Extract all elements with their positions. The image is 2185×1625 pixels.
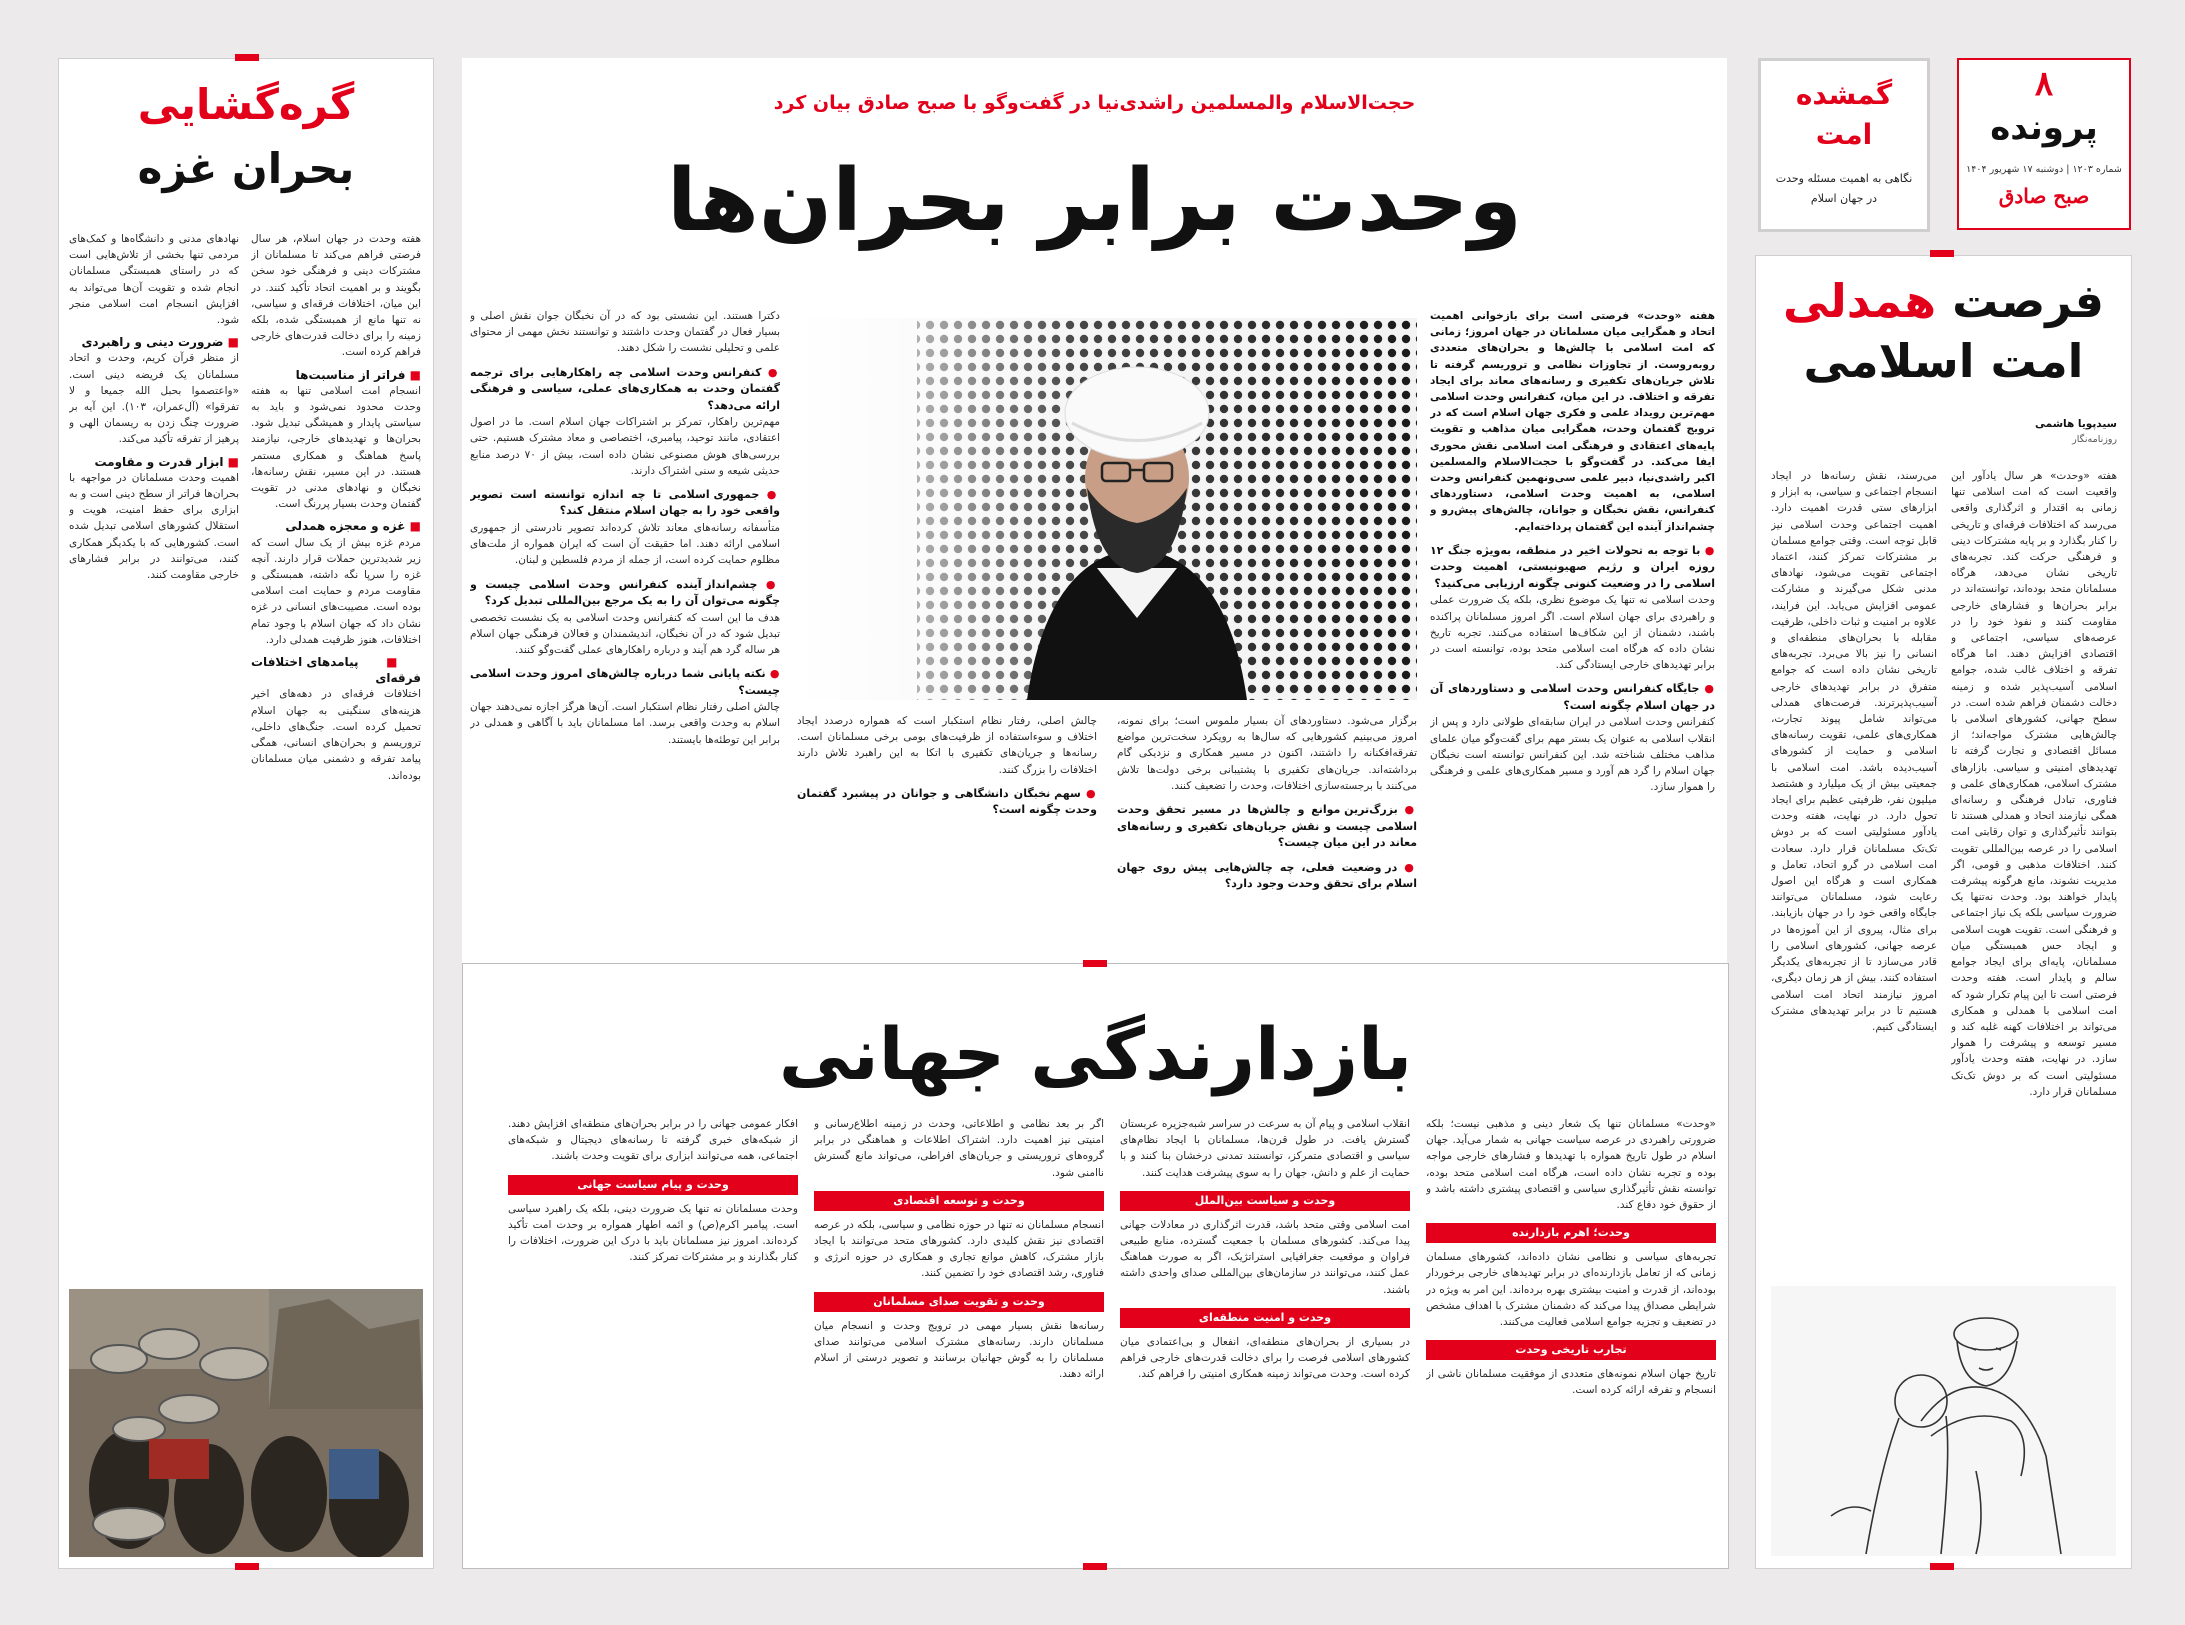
caption-question — [797, 786, 1097, 819]
left-panel-top-tick — [235, 54, 259, 61]
right-article-title-line2: امت اسلامی — [1803, 334, 2084, 388]
question-bullet: ● — [1699, 682, 1715, 696]
interview-headline: وحدت برابر بحران‌ها — [666, 151, 1523, 251]
gaza-subhead-1 — [251, 367, 421, 383]
right-panel-bottom-tick — [1930, 1563, 1954, 1570]
left-question-4 — [470, 666, 780, 699]
question-bullet: ● — [759, 487, 780, 501]
interview-panel — [462, 58, 1727, 963]
author-name: سیدپویا هاشمی — [2035, 418, 2117, 430]
right-article-panel — [1755, 255, 2132, 1569]
question-1-text: با توجه به تحولات اخیر در منطقه، به‌ویژه جنگ ۱۲ روزه ایران و رژیم صهیونیستی، اهمیت وحدت اسلامی را در وضعیت کنونی چگونه ارزیابی می‌کنید؟ — [1430, 543, 1715, 590]
interview-left-column — [470, 308, 780, 958]
embrace-illustration — [1771, 1286, 2116, 1556]
feature-box-desc: نگاهی به اهمیت مسئله وحدت در جهان اسلام — [1775, 172, 1913, 205]
gaza-left-body-1: از منظر قرآن کریم، وحدت و اتحاد مسلمانان یک فریضه دینی است. «واعتصموا بحبل الله جمیعا و لا تفرقوا» (آل‌عمران، ۱۰۳). این آیه بر ضرورت چنگ زدن به ریسمان الهی و پرهیز از تفرقه تأکید می‌کند. — [69, 352, 239, 446]
gaza-body-1: انسجام امت اسلامی تنها به هفته وحدت محدود نمی‌شود و باید به سیاستی پایدار و همیشگی تبدیل شود. بحران‌ها و تهدیدهای خارجی، نیازمند پاسخ هماهنگ و همکاری مستمر هستند. در این مسیر، نقش رسانه‌ها، نخبگان و نهادهای مدنی در تقویت گفتمان وحدت بسیار پررنگ است. — [251, 384, 421, 511]
question-2-text: جایگاه کنفرانس وحدت اسلامی و دستاوردهای آن در جهان اسلام چگونه است؟ — [1430, 682, 1715, 712]
newspaper-logo: صبح صادق — [1998, 184, 2090, 208]
deterrence-col-3 — [814, 1116, 1104, 1561]
right-article-col1: هفته «وحدت» هر سال یادآور این واقعیت است که امت اسلامی تنها زمانی به اقتدار و اثرگذاری واقعی می‌رسد که اختلافات فرقه‌ای و تاریخی را کنار بگذارد و بر پایه مشترکات دینی و فرهنگی حرکت کند. تجربه‌های تاریخی نشان می‌دهد، هرگاه مسلمانان متحد بوده‌اند، توانسته‌اند در برابر بحران‌ها و فشارهای خارجی مقاومت کنند و نفوذ خود را در عرصه‌های سیاسی، اجتماعی و اقتصادی افزایش دهند. اما هرگاه تفرقه و اختلاف غالب شده، جوامع اسلامی آسیب‌پذیر شده و زمینه دخالت دشمنان فراهم شده است. در سطح جهانی، کشورهای اسلامی با چالش‌هایی مشترک مواجه‌اند؛ از مسائل اقتصادی و تجارت گرفته تا تهدیدهای امنیتی و سیاسی. بازارهای مشترک اسلامی، همکاری‌های علمی و فناوری، تبادل فرهنگی و رسانه‌ای همگی نیازمند اتحاد و همدلی هستند تا بتوانند تأثیرگذاری و توان رقابتی امت اسلامی را در عرصه بین‌المللی تقویت کنند. اختلافات مذهبی و قومی، اگر مدیریت نشوند، مانع هرگونه پیشرفت پایدار خواهند بود. وحدت نه‌تنها یک ضرورت سیاسی بلکه یک نیاز اجتماعی و فرهنگی است. تقویت هویت اسلامی و ایجاد حس همبستگی میان مسلمانان، پایه‌ای برای ایجاد جوامع سالم و پایدار است. هفته وحدت فرصتی است تا این پیام تکرار شود که امت اسلامی با همدلی و همکاری می‌تواند بر اختلافات کهنه غلبه کند و مسیر توسعه و پیشرفت را هموار سازد. در نهایت، هفته وحدت یادآور مسئولیتی است که بر دوش تک‌تک مسلمانان قرار دارد. — [1951, 470, 2117, 1098]
gaza-subhead-3 — [251, 654, 421, 686]
left-answer-4: هدف ما این است که کنفرانس وحدت اسلامی به یک نشست تخصصی تبدیل شود که در آن نخبگان، اندیشمندان و فعالان فرهنگی جهان اسلام هر ساله گرد هم آیند و درباره راهکارهای عملی گفت‌وگو کنند. — [470, 611, 780, 656]
left-question-3-text: چشم‌انداز آینده کنفرانس وحدت اسلامی چیست و چگونه می‌توان آن را به یک مرجع بین‌المللی تبدیل کرد؟ — [470, 577, 780, 608]
masthead-logo-box — [1957, 58, 2131, 230]
caption-question-text: سهم نخبگان دانشگاهی و جوانان در پیشبرد گفتمان وحدت چگونه است؟ — [797, 786, 1097, 817]
center-bottom-tick — [1083, 1563, 1107, 1570]
interview-middle-column-b — [797, 713, 1097, 953]
deterrence-headline: بازدارندگی جهانی — [778, 1012, 1413, 1096]
feature-box[interactable] — [1758, 58, 1930, 232]
question-1 — [1430, 543, 1715, 593]
interview-kicker: حجت‌الاسلام والمسلمین راشدی‌نیا در گفت‌وگو با صبح صادق بیان کرد — [773, 92, 1416, 114]
interview-middle-column-a — [1117, 713, 1417, 953]
left-question-2 — [470, 487, 780, 520]
question-2 — [1430, 681, 1715, 714]
subhead-bullet: ■ — [405, 519, 421, 534]
gaza-panel — [58, 58, 434, 1569]
question-bullet: ● — [1080, 786, 1097, 800]
right-article-title-line1 — [1756, 271, 2131, 331]
page-number: ۸ — [2034, 64, 2054, 104]
deterrence-col-1 — [1426, 1116, 1716, 1561]
question-bullet: ● — [1700, 543, 1715, 557]
right-article-title-word: فرصت — [1952, 274, 2105, 328]
question-4 — [1117, 860, 1417, 893]
question-3-text: بزرگ‌ترین موانع و چالش‌ها در مسیر تحقق وحدت اسلامی چیست و نقش جریان‌های تکفیری و رسانه‌های معاند در این میان چیست؟ — [1117, 803, 1417, 850]
deterrence-col-2-body: امت اسلامی وقتی متحد باشد، قدرت اثرگذاری در معادلات جهانی پیدا می‌کند. کشورهای مسلمان با جمعیت گسترده، منابع طبیعی فراوان و موقعیت جغرافیایی استراتژیک، اگر به صورت هماهنگ عمل کنند، می‌توانند در سازمان‌های بین‌المللی صدای واحدی داشته باشند. — [1120, 1218, 1410, 1296]
deterrence-col-3-heading: وحدت و توسعه اقتصادی — [814, 1191, 1104, 1211]
gaza-intro: هفته وحدت در جهان اسلام، هر سال فرصتی فراهم می‌کند تا مسلمانان از مشترکات دینی و فرهنگی خود سخن بگویند و بر اهمیت اتحاد تأکید کنند. در این میان، اختلافات فرقه‌ای و سیاسی، نه تنها مانع از همبستگی شده، بلکه زمینه را برای دخالت قدرت‌های خارجی فراهم کرده است. — [251, 233, 421, 359]
deterrence-col-1-text: «وحدت» مسلمانان تنها یک شعار دینی و مذهبی نیست؛ بلکه ضرورتی راهبردی در عرصه سیاست جهانی به شمار می‌آید. جهان اسلام در طول تاریخ همواره با تهدیدها و فشارهای خارجی مواجه بوده و تجربه نشان داده است، هرگاه امت اسلامی متحد بوده، توانسته نقش تأثیرگذاری سیاسی و اقتصادی پیشتری داشته باشد و از حقوق خود دفاع کند. — [1426, 1118, 1716, 1212]
gaza-subhead-3-text: پیامدهای اختلافات فرقه‌ای — [251, 655, 421, 686]
gaza-subhead-2 — [251, 518, 421, 534]
left-answer-1: دکترا هستند. این نشستی بود که در آن نخبگان جوان نقش اصلی و بسیار فعال در گفتمان وحدت داشتند و توانستند نخش مهمی از محتوای علمی و تحلیلی نشست را شکل دهند. — [470, 310, 780, 355]
subhead-bullet: ■ — [405, 367, 421, 382]
left-answer-5: چالش اصلی رفتار نظام استکبار است. آن‌ها هرگز اجازه نمی‌دهند جهان اسلام به وحدت واقعی برسد. اما مسلمانان باید با آگاهی و همدلی در برابر این توطئه‌ها بایستند. — [470, 701, 780, 746]
answer-3: برگزار می‌شود. دستاوردهای آن بسیار ملموس است؛ برای نمونه، امروز می‌بینیم کشورهایی که سال‌ها به رویکرد سخت‌ترین مواضع تفرقه‌افکنانه را داشتند، اکنون در مسیر همکاری و نزدیکی گام برداشته‌اند. جریان‌های تکفیری با پشتیبانی برخی دولت‌ها تلاش می‌کنند با برجسته‌سازی اختلافات، وحدت را تضعیف کنند. — [1117, 715, 1417, 792]
deterrence-col-4-heading: وحدت و پیام سیاست جهانی — [508, 1175, 798, 1195]
deterrence-col-3-body-2: رسانه‌ها نقش بسیار مهمی در ترویج وحدت و انسجام میان مسلمانان دارند. رسانه‌های مشترک اسلامی می‌توانند صدای مسلمانان را به گوش جهانیان برسانند و تصویر درستی از اسلام ارائه دهند. — [814, 1319, 1104, 1381]
question-bullet: ● — [761, 365, 780, 379]
interview-lead: هفته «وحدت» فرصتی است برای بازخوانی اهمیت اتحاد و همگرایی میان مسلمانان در جهان امروز؛ زمانی که امت اسلامی با چالش‌ها و بحران‌های متعددی روبه‌روست. از تجاوزات نظامی و تروریسم گرفته تا تلاش جریان‌های تکفیری و رسانه‌های معاند برای ایجاد تفرقه و اختلاف. در این میان، کنفرانس وحدت اسلامی مهم‌ترین رویداد علمی و فکری جهان اسلام است که در ترویج گفتمان وحدت، همگرایی میان مذاهب و تقویت پایه‌های اعتقادی و فرهنگی امت اسلامی نقش محوری ایفا می‌کند. در گفت‌وگو با حجت‌الاسلام والمسلمین اکبر راشدی‌نیا، دبیر علمی سی‌ونهمین کنفرانس وحدت اسلامی، به اهمیت وحدت اسلامی، دستاوردهای کنفرانس، نقش نخبگان و جوانان، چالش‌های پیش‌رو و چشم‌انداز آینده این گفتمان پرداخته‌ایم. — [1430, 310, 1715, 533]
gaza-title-1: گره‌گشایی — [137, 80, 355, 129]
deterrence-col-1-heading-2: تجارب تاریخی وحدت — [1426, 1340, 1716, 1360]
right-panel-top-tick — [1930, 250, 1954, 257]
gaza-col-right — [251, 231, 421, 1321]
gaza-title-2: بحران غزه — [137, 144, 355, 193]
question-bullet: ● — [1397, 860, 1417, 874]
interviewee-photo — [797, 318, 1417, 700]
gaza-body-2: مردم غزه بیش از یک سال است که زیر شدیدترین حملات قرار دارند. آنچه غزه را سرپا نگه داشته، همبستگی و مقاومت مردم و حمایت امت اسلامی بوده است. مصیبت‌های انسانی در غزه نشان داد که جهان اسلام با وجود تمام اختلافات، هنوز ظرفیت همدلی دارد. — [251, 536, 421, 646]
gaza-subhead-1-text: فراتر از مناسبت‌ها — [295, 367, 406, 382]
left-answer-2: مهم‌ترین راهکار، تمرکز بر اشتراکات جهان اسلام است. ما در اصول اعتقادی، مانند توحید، پیامبری، اختصاصی و معاد مشترک هستیم. حتی بررسی‌های هوش مصنوعی نشان داده است، بیش از ۷۰ درصد منابع حدیثی شیعه و سنی اشتراک دارند. — [470, 416, 780, 477]
left-question-2-text: جمهوری اسلامی تا چه اندازه توانسته است تصویر واقعی خود را به جهان اسلام منتقل کند؟ — [470, 487, 780, 518]
deterrence-col-3-heading-2: وحدت و تقویت صدای مسلمانان — [814, 1292, 1104, 1312]
deterrence-col-3-body: انسجام مسلمانان نه تنها در حوزه نظامی و سیاسی، بلکه در عرصه اقتصادی نیز نقش کلیدی دارد. کشورهای متحد می‌توانند با ایجاد بازار مشترک، کاهش موانع تجاری و همکاری در حوزه انرژی و فناوری، رشد اقتصادی خود را تضمین کنند. — [814, 1218, 1104, 1280]
deterrence-col-2-body-2: در بسیاری از بحران‌های منطقه‌ای، انفعال و بی‌اعتمادی میان کشورهای اسلامی فرصت را برای دخالت قدرت‌های خارجی فراهم کرده است. وحدت می‌تواند زمینه همکاری امنیتی را فراهم کند. — [1120, 1335, 1410, 1381]
left-question-1 — [470, 365, 780, 415]
deterrence-col-4 — [508, 1116, 798, 1561]
right-article-title-red: همدلی — [1782, 274, 1937, 328]
deterrence-col-1-body-2: تاریخ جهان اسلام نمونه‌های متعددی از موفقیت مسلمانان ناشی از انسجام و تفرقه ارائه کرده است. — [1426, 1368, 1716, 1397]
subhead-bullet: ■ — [358, 655, 421, 670]
gaza-left-subhead-1-text: ضرورت دینی و راهبردی — [81, 335, 224, 350]
center-mid-tick — [1083, 960, 1107, 967]
gaza-subhead-2-text: غزه و معجزه همدلی — [285, 519, 406, 534]
left-question-1-text: کنفرانس وحدت اسلامی چه راهکارهایی برای ترجمه گفتمان وحدت به همکاری‌های عملی، سیاسی و فرهنگی ارائه می‌دهد؟ — [470, 365, 780, 412]
question-3 — [1117, 802, 1417, 852]
left-question-3 — [470, 577, 780, 610]
question-bullet: ● — [757, 577, 780, 591]
subhead-bullet: ■ — [223, 335, 239, 350]
deterrence-col-1-body: تجربه‌های سیاسی و نظامی نشان داده‌اند، کشورهای مسلمان زمانی که از تعامل بازدارنده‌ای در برابر تهدیدهای خارجی برخوردار بوده‌اند، از قدرت و امنیت بیشتری بهره برده‌اند. این امر به ویژه در شرایطی مصداق پیدا می‌کند که دشمنان مشترک با اهداف مشخص در تضعیف و تجزیه جوامع اسلامی فعالیت می‌کنند. — [1426, 1251, 1716, 1329]
answer-2: کنفرانس وحدت اسلامی در ایران سابقه‌ای طولانی دارد و پس از انقلاب اسلامی به عنوان یک بستر مهم برای گفت‌وگو میان علمای مذاهب مختلف شناخته شد. این کنفرانس توانسته است نخبگان جهان اسلام را گرد هم آورد و مسیر همکاری‌های علمی و فرهنگی را هموار سازد. — [1430, 716, 1715, 794]
answer-1: وحدت اسلامی نه تنها یک موضوع نظری، بلکه یک ضرورت عملی و راهبردی برای جهان اسلام است. اگر امروز مسلمانان پراکنده باشند، دشمنان از این شکاف‌ها استفاده می‌کنند. تجربه تاریخ نشان داده که هرگاه امت اسلامی متحد بوده، توانسته است در برابر تهدیدهای خارجی ایستادگی کند. — [1430, 594, 1715, 672]
gaza-photo — [69, 1289, 423, 1557]
gaza-left-intro: نهادهای مدنی و دانشگاه‌ها و کمک‌های مردمی تنها بخشی از تلاش‌هایی است که در راستای همبستگی مسلمانان انجام شده و تقویت آن‌ها می‌تواند به افزایش انسجام امت اسلامی منجر شود. — [69, 233, 239, 327]
author-role: روزنامه‌نگار — [2072, 434, 2117, 445]
deterrence-col-4-text: افکار عمومی جهانی را در برابر بحران‌های منطقه‌ای افزایش دهند. از شبکه‌های خبری گرفته تا رسانه‌های دیجیتال و شبکه‌های اجتماعی، همه می‌توانند ابزاری برای تقویت وحدت باشند. — [508, 1118, 798, 1163]
subhead-bullet: ■ — [223, 454, 239, 469]
gaza-left-subhead-1 — [69, 334, 239, 350]
right-article-col2: می‌رسند، نقش رسانه‌ها در ایجاد انسجام اجتماعی و سیاسی، به ابزار و ابزارهای ستی قدرت اهمیت دارد. اهمیت اجتماعی وحدت اسلامی نیز قابل توجه است. وقتی جوامع مسلمان بر مشترکات تمرکز کنند، اعتماد اجتماعی تقویت می‌شود، نهادهای مدنی شکل می‌گیرند و مشارکت عمومی افزایش می‌یابد. این فرایند، علاوه بر امنیت و ثبات داخلی، ظرفیت مقابله با بحران‌های منطقه‌ای و انسانی را نیز بالا می‌برد. تجربه‌های تاریخی نشان داده است که جوامع متفرق در برابر تهدیدهای خارجی آسیب‌پذیرترند. فرصت‌های همدلی می‌تواند شامل پیوند تجارت، همکاری‌های علمی، تقویت رسانه‌های اسلامی و حمایت از کشورهای آسیب‌دیده باشد. امت اسلامی با جمعیتی بیش از یک میلیارد و هشتصد میلیون نفر، ظرفیتی عظیم برای ایجاد تحول دارد. در نهایت، هفته وحدت یادآور مسئولیتی است که بر دوش تک‌تک مسلمانان قرار دارد. سعادت امت اسلامی در گرو اتحاد، تعامل و همکاری است و هرگاه این اصول رعایت شود، مسلمانان می‌توانند جایگاه واقعی خود را در جهان بازیابند. برای مثال، پیروی از این آموزه‌ها در عرصه جهانی، کشورهای اسلامی را قادر می‌سازد تا از تجربه‌های یکدیگر استفاده کنند. بیش از هر زمان دیگری، امروز نیازمند اتحاد امت اسلامی هستیم تا در برابر تهدیدهای مشترک ایستادگی کنیم. — [1771, 470, 1937, 1033]
left-question-4-text: نکته پایانی شما درباره چالش‌های امروز وحدت اسلامی چیست؟ — [470, 667, 780, 697]
gaza-left-subhead-2-text: ابزار قدرت و مقاومت — [94, 454, 224, 469]
gaza-left-subhead-2 — [69, 454, 239, 470]
deterrence-col-2 — [1120, 1116, 1410, 1561]
deterrence-col-2-heading-2: وحدت و امنیت منطقه‌ای — [1120, 1308, 1410, 1328]
left-panel-bottom-tick — [235, 1563, 259, 1570]
feature-box-title: گمشده امت — [1795, 78, 1893, 151]
question-bullet: ● — [1397, 803, 1417, 817]
deterrence-col-2-heading: وحدت و سیاست بین‌الملل — [1120, 1191, 1410, 1211]
interview-right-column — [1430, 308, 1715, 958]
left-answer-3: متأسفانه رسانه‌های معاند تلاش کرده‌اند تصویر نادرستی از جمهوری اسلامی ارائه دهند. اما حقیقت آن است که ایران همواره از ملت‌های مظلوم حمایت کرده است، از جمله از مردم فلسطین و لبنان. — [470, 521, 780, 567]
global-deterrence-panel — [462, 963, 1729, 1569]
gaza-col-left — [69, 231, 239, 1321]
gaza-body-3: اختلافات فرقه‌ای در دهه‌های اخیر هزینه‌های سنگینی به جهان اسلام تحمیل کرده است. جنگ‌های داخلی، تروریسم و بحران‌های انسانی، همگی پیامد تفرقه و دشمنی میان مسلمانان بوده‌اند. — [251, 688, 421, 782]
deterrence-col-3-text: اگر بر بعد نظامی و اطلاعاتی، وحدت در زمینه اطلاع‌رسانی و امنیتی نیز اهمیت دارد. اشتراک اطلاعات و هماهنگی در برابر گروه‌های تروریستی و جریان‌های افراطی، می‌تواند مانع گسترش ناامنی شود. — [814, 1118, 1104, 1179]
gaza-left-body-2: اهمیت وحدت مسلمانان در مواجهه با بحران‌ها فراتر از سطح دینی است و به ابزاری برای حفظ امنیت، هویت و استقلال کشورهای اسلامی تبدیل شده است. کشورهایی که با یکدیگر همکاری کنند، می‌توانند در برابر فشارهای خارجی مقاومت کنند. — [69, 471, 239, 582]
caption-answer: چالش اصلی، رفتار نظام استکبار است که همواره درصدد ایجاد اختلاف و سوءاستفاده از ظرفیت‌های بومی برخی مسلمانان است. رسانه‌ها و جریان‌های تکفیری با اتکا به این راهبرد تلاش دارند اختلافات را بزرگ کنند. — [797, 715, 1097, 776]
deterrence-col-2-text: انقلاب اسلامی و پیام آن به سرعت در سراسر شبه‌جزیره عربستان گسترش یافت. در طول قرن‌ها، مسلمانان با ایجاد نظام‌های سیاسی و اقتصادی متمرکز، توانستند تمدنی درخشان بنا کنند و با حمایت از علم و دانش، جهان را به سوی پیشرفت هدایت کنند. — [1120, 1118, 1410, 1179]
deterrence-col-4-body: وحدت مسلمانان نه تنها یک ضرورت دینی، بلکه یک راهبرد سیاسی است. پیامبر اکرم(ص) و ائمه اطهار همواره بر وحدت امت تأکید کرده‌اند. امروز نیز مسلمانان باید با درک این ضرورت، اختلافات را کنار بگذارند و بر مشترکات تمرکز کنند. — [508, 1202, 798, 1264]
deterrence-col-1-heading: وحدت؛ اهرم بازدارنده — [1426, 1223, 1716, 1243]
question-bullet: ● — [765, 667, 780, 681]
section-title: پرونده — [1990, 108, 2098, 148]
issue-info: شماره ۱۲۰۳ | دوشنبه ۱۷ شهریور ۱۴۰۴ — [1966, 164, 2122, 175]
question-4-text: در وضعیت فعلی، چه چالش‌هایی پیش روی جهان اسلام برای تحقق وحدت وجود دارد؟ — [1117, 860, 1417, 891]
